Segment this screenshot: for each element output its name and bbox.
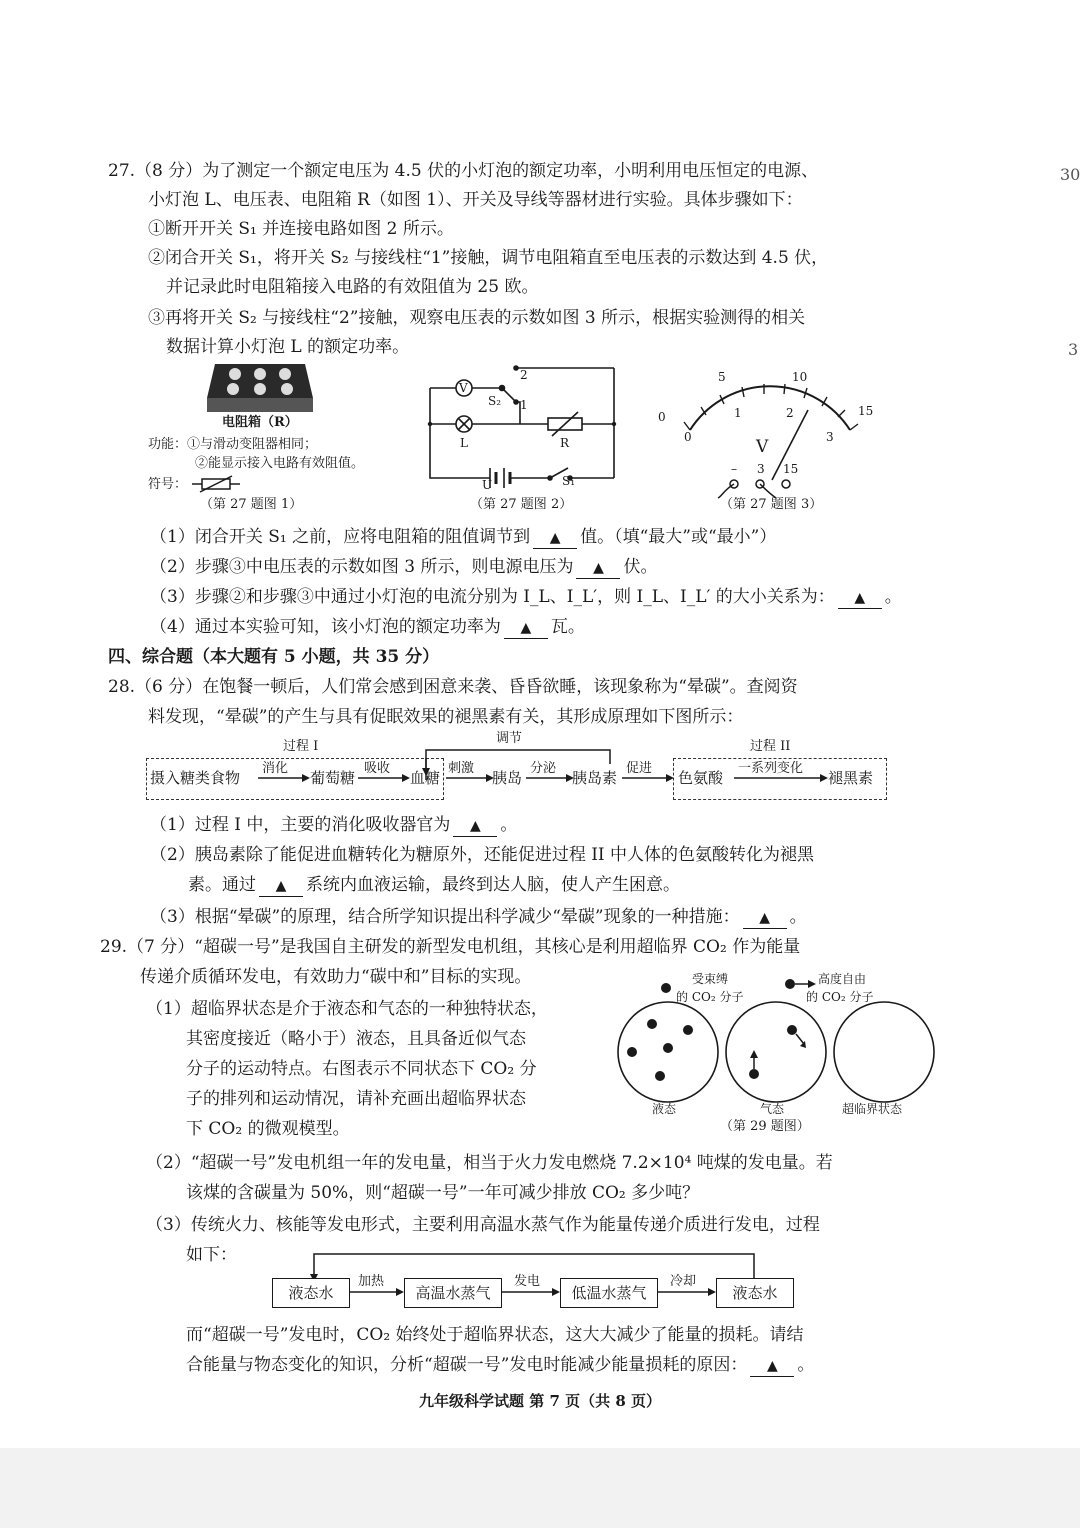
fig2-label-V: V: [459, 381, 468, 395]
q29-sub3-l1: （3）传统火力、核能等发电形式，主要利用高温水蒸气作为能量传递介质进行发电，过程: [146, 1215, 820, 1235]
fig1-func2: ②能显示接入电路有效阻值。: [195, 456, 365, 471]
q27-intro-line1: 27.（8 分）为了测定一个额定电压为 4.5 伏的小灯泡的额定功率，小明利用电压恒定的电源、: [108, 161, 819, 181]
q27-intro-line2: 小灯泡 L、电压表、电阻箱 R（如图 1）、开关及导线等器材进行实验。具体步骤如下：: [148, 190, 803, 210]
q29-sub1-l2: 其密度接近（略小于）液态，且具备近似气态: [186, 1029, 526, 1049]
state-supercritical: 超临界状态: [842, 1102, 903, 1116]
legend-free-l1: 高度自由: [818, 972, 867, 986]
flow-hot-steam: 高温水蒸气: [404, 1278, 502, 1308]
q29-sub2-l1: （2）“超碳一号”发电机组一年的发电量，相当于火力发电燃烧 7.2×10⁴ 吨煤的发电量。若: [146, 1153, 833, 1173]
answer-blank[interactable]: ▲: [750, 1356, 794, 1377]
resistance-box-drawing: [205, 362, 315, 418]
q29-line1: 29.（7 分）“超碳一号”是我国自主研发的新型发电机组，其核心是利用超临界 CO₂ 作为能量: [100, 937, 801, 957]
flow-arrow-generate: 发电: [514, 1274, 541, 1289]
fig2-label-1: 1: [520, 398, 528, 412]
flow-arrow-digest: 消化: [262, 761, 289, 776]
fig3-upper-15: 15: [858, 404, 874, 418]
fig2-label-2: 2: [520, 368, 528, 382]
co2-state-diagram: [612, 968, 932, 1108]
q28-sub2-line2: 素。通过 ▲ 系统内血液运输，最终到达人脑，使人产生困意。: [188, 875, 680, 895]
legend-free-l2: 的 CO₂ 分子: [806, 990, 874, 1004]
scan-margin: [0, 1448, 1080, 1528]
q27-step2-line1: ②闭合开关 S₁，将开关 S₂ 与接线柱“1”接触，调节电阻箱直至电压表的示数达到 4.5 伏，: [148, 248, 829, 268]
fig2-label-S2: S₂: [488, 394, 502, 408]
q29-sub1-l4: 子的排列和运动情况，请补充画出超临界状态: [186, 1089, 526, 1109]
q29-line2: 传递介质循环发电，有效助力“碳中和”目标的实现。: [140, 967, 532, 987]
q28-line1: 28.（6 分）在饱餐一顿后，人们常会感到困意来袭、昏昏欲睡，该现象称为“晕碳”。查阅资: [108, 677, 798, 697]
flow-liquid-water-1: 液态水: [272, 1278, 350, 1308]
margin-mark-top: 30: [1060, 165, 1080, 184]
q27-sub2: （2）步骤③中电压表的示数如图 3 所示，则电源电压为 ▲ 伏。: [150, 557, 658, 577]
flow-node-tryptophan: 色氨酸: [678, 769, 724, 787]
voltmeter-dial: [660, 370, 880, 480]
legend-bound-l2: 的 CO₂ 分子: [676, 990, 744, 1004]
q27-step3-line2: 数据计算小灯泡 L 的额定功率。: [166, 337, 410, 357]
flow-node-food: 摄入糖类食物: [150, 769, 241, 787]
fig2-label-R: R: [560, 436, 570, 450]
q28-sub2-line1: （2）胰岛素除了能促进血糖转化为糖原外，还能促进过程 II 中人体的色氨酸转化为褪黑: [150, 845, 815, 865]
q27-step3-line1: ③再将开关 S₂ 与接线柱“2”接触，观察电压表的示数如图 3 所示，根据实验测得的相关: [148, 308, 806, 328]
answer-blank[interactable]: ▲: [576, 558, 620, 579]
answer-blank[interactable]: ▲: [259, 876, 303, 897]
flow-node-bloodsugar: 血糖: [410, 769, 441, 787]
flow-arrow-series: 一系列变化: [738, 761, 804, 776]
flow-node-insulin: 胰岛素: [572, 769, 618, 787]
fig3-terminal-15: 15: [783, 462, 799, 476]
answer-blank[interactable]: ▲: [504, 618, 548, 639]
margin-mark-mid: 3: [1068, 340, 1079, 359]
q27-step2-line2: 并记录此时电阻箱接入电路的有效阻值为 25 欧。: [166, 277, 539, 297]
flow-arrow-absorb: 吸收: [364, 761, 391, 776]
fig3-lower-0: 0: [684, 430, 692, 444]
flow-node-islet: 胰岛: [492, 769, 523, 787]
q28-sub1: （1）过程 I 中，主要的消化吸收器官为 ▲ 。: [150, 815, 518, 835]
fig1-caption: （第 27 题图 1）: [200, 497, 303, 512]
flow-arrow-promote: 促进: [626, 761, 653, 776]
flow-node-glucose: 葡萄糖: [310, 769, 356, 787]
state-gas: 气态: [760, 1102, 785, 1116]
fig2-caption: （第 27 题图 2）: [470, 497, 573, 512]
flow-arrow-cool: 冷却: [670, 1274, 697, 1289]
q29-sub2-l2: 该煤的含碳量为 50%，则“超碳一号”一年可减少排放 CO₂ 多少吨？: [186, 1183, 700, 1203]
flow-arrow-heat: 加热: [358, 1274, 385, 1289]
section-heading: 四、综合题（本大题有 5 小题，共 35 分）: [108, 647, 440, 667]
fig2-label-U: U: [482, 478, 493, 492]
fig3-upper-5: 5: [718, 370, 726, 384]
q29-sub1-l1: （1）超临界状态是介于液态和气态的一种独特状态，: [146, 999, 548, 1019]
flow-node-melatonin: 褪黑素: [828, 769, 874, 787]
fig1-func1: 功能：①与滑动变阻器相同；: [148, 437, 318, 452]
rheostat-symbol-icon: [192, 474, 242, 494]
q27-sub1: （1）闭合开关 S₁ 之前，应将电阻箱的阻值调节到 ▲ 值。（填“最大”或“最小”）: [150, 527, 777, 547]
state-liquid: 液态: [652, 1102, 677, 1116]
fig2-label-S1: S₁: [562, 474, 576, 488]
answer-blank[interactable]: ▲: [533, 528, 577, 549]
q27-sub3: （3）步骤②和步骤③中通过小灯泡的电流分别为 I_L、I_L′，则 I_L、I_L′ 的大小关系为： ▲ 。: [150, 587, 902, 607]
q29-sub3-l2: 如下：: [186, 1245, 237, 1265]
fig3-terminal-neg: –: [731, 462, 737, 476]
q29-sub1-l3: 分子的运动特点。右图表示不同状态下 CO₂ 分: [186, 1059, 537, 1079]
fig1-symbol-label: 符号：: [148, 477, 188, 492]
flow-liquid-water-2: 液态水: [716, 1278, 794, 1308]
q28-sub3: （3）根据“晕碳”的原理，结合所学知识提出科学减少“晕碳”现象的一种措施： ▲ 。: [150, 907, 807, 927]
q29-sub3-l4: 合能量与物态变化的知识，分析“超碳一号”发电时能减少能量损耗的原因： ▲ 。: [186, 1355, 815, 1375]
answer-blank[interactable]: ▲: [743, 908, 787, 929]
fig3-upper-0: 0: [658, 410, 666, 424]
q28-line2: 料发现，“晕碳”的产生与具有促眠效果的褪黑素有关，其形成原理如下图所示：: [148, 707, 744, 727]
fig1-name: 电阻箱（R）: [222, 415, 298, 430]
fig3-unit: V: [756, 437, 769, 457]
legend-bound-l1: 受束缚: [692, 972, 729, 986]
q27-sub4: （4）通过本实验可知，该小灯泡的额定功率为 ▲ 瓦。: [150, 617, 585, 637]
q29-sub1-l5: 下 CO₂ 的微观模型。: [186, 1119, 350, 1139]
page-footer: 九年级科学试题 第 7 页（共 8 页）: [419, 1392, 661, 1410]
fig3-terminal-3: 3: [757, 462, 765, 476]
fig3-upper-10: 10: [792, 370, 808, 384]
fig3-caption: （第 27 题图 3）: [720, 497, 823, 512]
flow-regulate: 调节: [496, 731, 523, 746]
fig3-lower-3: 3: [826, 430, 834, 444]
q27-step1: ①断开开关 S₁ 并连接电路如图 2 所示。: [148, 219, 454, 239]
flow-cool-steam: 低温水蒸气: [560, 1278, 658, 1308]
fig3-lower-2: 2: [786, 406, 794, 420]
q29-fig-caption: （第 29 题图）: [720, 1119, 810, 1134]
flow-arrow-stimulate: 刺激: [448, 761, 475, 776]
answer-blank[interactable]: ▲: [453, 816, 497, 837]
q29-sub3-l3: 而“超碳一号”发电时，CO₂ 始终处于超临界状态，这大大减少了能量的损耗。请结: [186, 1325, 804, 1345]
flow-arrow-secrete: 分泌: [530, 761, 557, 776]
answer-blank[interactable]: ▲: [838, 588, 882, 609]
flow-process2: 过程 II: [750, 739, 791, 754]
fig3-lower-1: 1: [734, 406, 742, 420]
flow-process1: 过程 I: [283, 739, 319, 754]
fig2-label-L: L: [460, 436, 468, 450]
